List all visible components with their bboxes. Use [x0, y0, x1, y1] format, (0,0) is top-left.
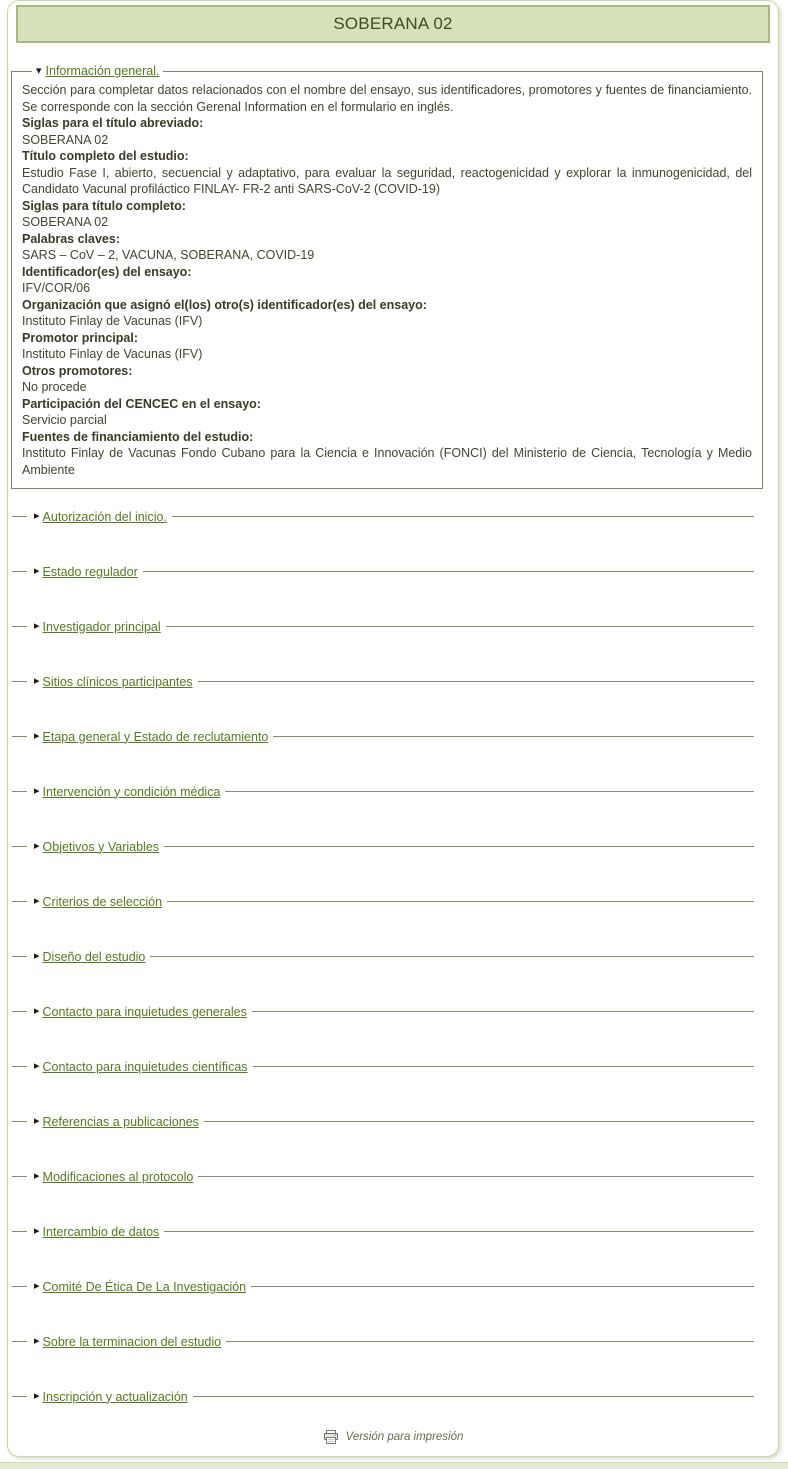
- field-row: [22, 297, 752, 330]
- field-label: Siglas para título completo:: [22, 198, 186, 213]
- fieldset-top-line: [164, 846, 754, 847]
- field-value: IFV/COR/06: [22, 281, 91, 295]
- fieldset-top-line: [204, 1121, 754, 1122]
- expand-triangle-icon[interactable]: ▸: [34, 840, 40, 852]
- fieldset-top-line: [193, 1396, 754, 1397]
- section-row-sitios-clinicos-participantes: [8, 654, 778, 709]
- section-link-estado-regulador[interactable]: Estado regulador: [42, 564, 138, 579]
- expand-triangle-icon[interactable]: ▸: [34, 620, 40, 632]
- page-container: [7, 0, 779, 1457]
- expand-triangle-icon[interactable]: ▸: [34, 510, 40, 522]
- field-value: SOBERANA 02: [22, 132, 109, 147]
- field-label: Siglas para el título abreviado:: [22, 116, 204, 130]
- fieldset-top-line: [198, 681, 754, 682]
- field-value: Instituto Finlay de Vacunas (IFV): [22, 347, 203, 361]
- fieldset-top-line: [150, 956, 754, 957]
- fieldset-edge-line: [12, 791, 27, 792]
- fieldset-top-line: [167, 901, 754, 902]
- fieldset-top-line: [225, 791, 754, 792]
- section-informacion-general: [11, 64, 763, 489]
- fieldset-top-line: [273, 736, 754, 737]
- field-label: Participación del CENCEC en el ensayo:: [22, 396, 261, 411]
- fieldset-edge-line: [12, 901, 27, 902]
- section-link-etapa-general-y-estado-de-reclutamiento[interactable]: Etapa general y Estado de reclutamiento: [42, 729, 269, 744]
- fieldset-top-line: [253, 1066, 754, 1067]
- section-row-intervencion-y-condicion-medica: [8, 764, 778, 819]
- expand-triangle-icon[interactable]: ▸: [34, 895, 40, 907]
- expand-triangle-icon[interactable]: ▸: [34, 565, 40, 577]
- section-row-modificaciones-al-protocolo: [8, 1149, 778, 1204]
- section-row-comite-de-etica-de-la-investigacion: [8, 1259, 778, 1314]
- field-row: [22, 231, 752, 264]
- section-link-contacto-para-inquietudes-generales[interactable]: Contacto para inquietudes generales: [42, 1004, 247, 1019]
- expand-triangle-icon[interactable]: ▸: [34, 1390, 40, 1402]
- fieldset-top-line: [226, 1341, 754, 1342]
- section-row-sobre-la-terminacion-del-estudio: [8, 1314, 778, 1369]
- field-label: Fuentes de financiamiento del estudio:: [22, 429, 254, 444]
- section-row-referencias-a-publicaciones: [8, 1094, 778, 1149]
- section-legend-informacion-general: [32, 64, 163, 78]
- field-row: [22, 148, 752, 198]
- section-row-inscripcion-y-actualizacion: [8, 1369, 778, 1424]
- expand-triangle-icon[interactable]: ▸: [34, 1335, 40, 1347]
- expand-triangle-icon[interactable]: ▸: [34, 1170, 40, 1182]
- field-label: Otros promotores:: [22, 363, 133, 378]
- expand-triangle-icon[interactable]: ▸: [34, 1060, 40, 1072]
- field-value: No procede: [22, 380, 87, 394]
- section-link-criterios-de-seleccion[interactable]: Criterios de selección: [42, 894, 163, 909]
- field-row: [22, 264, 752, 297]
- fieldset-top-line: [172, 516, 754, 517]
- field-value: SOBERANA 02: [22, 215, 109, 229]
- field-row: [22, 429, 752, 479]
- expand-triangle-icon[interactable]: ▸: [34, 950, 40, 962]
- section-link-comite-de-etica-de-la-investigacion[interactable]: Comité De Ética De La Investigación: [42, 1279, 247, 1294]
- expand-triangle-icon[interactable]: ▸: [34, 1005, 40, 1017]
- field-label: Identificador(es) del ensayo:: [22, 264, 192, 279]
- section-link-contacto-para-inquietudes-cientificas[interactable]: Contacto para inquietudes científicas: [42, 1059, 248, 1074]
- field-label: Promotor principal:: [22, 330, 138, 345]
- fieldset-edge-line: [12, 1011, 27, 1012]
- printer-icon[interactable]: [323, 1430, 339, 1444]
- field-label: Organización que asignó el(los) otro(s) identificador(es) del ensayo:: [22, 297, 427, 312]
- expand-triangle-icon[interactable]: ▸: [34, 730, 40, 742]
- fieldset-edge-line: [12, 681, 27, 682]
- section-link-diseno-del-estudio[interactable]: Diseño del estudio: [42, 949, 146, 964]
- section-link-sitios-clinicos-participantes[interactable]: Sitios clínicos participantes: [42, 674, 193, 689]
- general-section-content: [22, 82, 752, 478]
- section-link-investigador-principal[interactable]: Investigador principal: [42, 619, 161, 634]
- field-row: [22, 396, 752, 429]
- fieldset-edge-line: [12, 1286, 27, 1287]
- fieldset-edge-line: [12, 1396, 27, 1397]
- section-row-contacto-para-inquietudes-cientificas: [8, 1039, 778, 1094]
- page-title: SOBERANA 02: [333, 14, 453, 33]
- field-label: Título completo del estudio:: [22, 149, 189, 163]
- fieldset-top-line: [166, 626, 754, 627]
- expand-triangle-icon[interactable]: ▸: [34, 1280, 40, 1292]
- print-version-row: [8, 1424, 778, 1450]
- expand-triangle-icon[interactable]: ▸: [34, 1115, 40, 1127]
- fieldset-top-line: [251, 1286, 754, 1287]
- section-row-contacto-para-inquietudes-generales: [8, 984, 778, 1039]
- fieldset-edge-line: [12, 1176, 27, 1177]
- section-link-autorizacion-del-inicio[interactable]: Autorización del inicio.: [42, 509, 167, 524]
- fieldset-edge-line: [12, 1231, 27, 1232]
- print-version-link[interactable]: Versión para impresión: [345, 1431, 464, 1443]
- fieldset-top-line: [143, 571, 754, 572]
- field-value: SARS – CoV – 2, VACUNA, SOBERANA, COVID-19: [22, 248, 315, 262]
- footer-bar: [0, 1462, 788, 1469]
- section-link-informacion-general[interactable]: Información general.: [45, 64, 160, 78]
- field-row: [22, 363, 752, 396]
- section-link-inscripcion-y-actualizacion[interactable]: Inscripción y actualización: [42, 1389, 188, 1404]
- field-label: Palabras claves:: [22, 231, 120, 246]
- fieldset-top-line: [198, 1176, 754, 1177]
- field-row: [22, 198, 752, 231]
- field-row: [22, 115, 752, 148]
- section-row-investigador-principal: [8, 599, 778, 654]
- fieldset-edge-line: [12, 516, 27, 517]
- fieldset-edge-line: [12, 1066, 27, 1067]
- page-title-bar: [16, 5, 770, 43]
- section-link-intercambio-de-datos[interactable]: Intercambio de datos: [42, 1224, 160, 1239]
- section-row-criterios-de-seleccion: [8, 874, 778, 929]
- field-value: Instituto Finlay de Vacunas Fondo Cubano para la Ciencia e Innovación (FONCI) del Ministerio de Ciencia, Tecnología y Medio Ambiente: [22, 446, 752, 477]
- expand-triangle-icon[interactable]: ▸: [34, 675, 40, 687]
- section-row-diseno-del-estudio: [8, 929, 778, 984]
- section-row-objetivos-y-variables: [8, 819, 778, 874]
- expand-triangle-icon[interactable]: ▸: [34, 1225, 40, 1237]
- collapse-triangle-icon[interactable]: ▾: [36, 64, 42, 77]
- fieldset-edge-line: [12, 846, 27, 847]
- section-link-modificaciones-al-protocolo[interactable]: Modificaciones al protocolo: [42, 1169, 194, 1184]
- section-row-intercambio-de-datos: [8, 1204, 778, 1259]
- section-row-autorizacion-del-inicio: [8, 489, 778, 544]
- field-value: Instituto Finlay de Vacunas (IFV): [22, 314, 203, 328]
- fieldset-edge-line: [12, 1341, 27, 1342]
- field-value: Estudio Fase I, abierto, secuencial y adaptativo, para evaluar la seguridad, reactogenicidad y explorar la inmunogenicidad, del Candidato Vacunal profiláctico FINLAY- FR-2 anti SARS-CoV-2 (COVID-19): [22, 165, 752, 196]
- fieldset-edge-line: [12, 736, 27, 737]
- field-value: Servicio parcial: [22, 413, 107, 427]
- section-link-objetivos-y-variables[interactable]: Objetivos y Variables: [42, 839, 160, 854]
- section-row-etapa-general-y-estado-de-reclutamiento: [8, 709, 778, 764]
- section-link-intervencion-y-condicion-medica[interactable]: Intervención y condición médica: [42, 784, 221, 799]
- fieldset-top-line: [164, 1231, 754, 1232]
- fieldset-edge-line: [12, 571, 27, 572]
- fieldset-edge-line: [12, 956, 27, 957]
- section-description: Sección para completar datos relacionados con el nombre del ensayo, sus identificadores, promotores y fuentes de financiamiento. Se corresponde con la sección Gerenal Information en el formulario en inglés.: [22, 83, 752, 114]
- expand-triangle-icon[interactable]: ▸: [34, 785, 40, 797]
- fieldset-edge-line: [12, 1121, 27, 1122]
- fieldset-top-line: [252, 1011, 754, 1012]
- section-link-referencias-a-publicaciones[interactable]: Referencias a publicaciones: [42, 1114, 199, 1129]
- fieldset-edge-line: [12, 626, 27, 627]
- section-row-estado-regulador: [8, 544, 778, 599]
- field-row: [22, 330, 752, 363]
- section-link-sobre-la-terminacion-del-estudio[interactable]: Sobre la terminacion del estudio: [42, 1334, 222, 1349]
